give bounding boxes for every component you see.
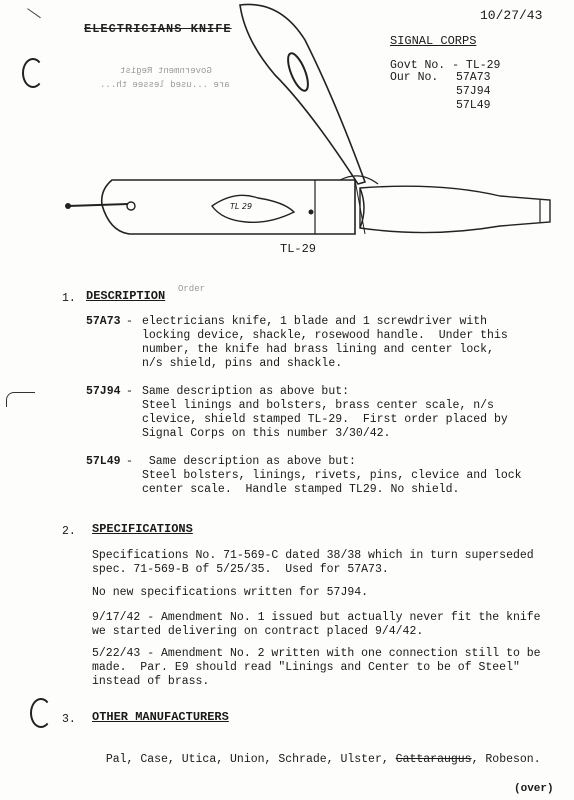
item-desc-57A73-1: electricians knife, 1 blade and 1 screwdriver with [142,315,488,328]
item-desc-57A73-2: locking device, shackle, rosewood handle. Under this [142,329,508,342]
figure-caption: TL-29 [280,242,317,256]
knife-shackle [68,204,128,206]
spec-para-3-line-2: we started delivering on contract placed 9/4/42. [92,625,424,638]
stamp-text: Order [178,284,206,294]
section-2-heading: SPECIFICATIONS [92,522,193,536]
knife-illustration [60,0,560,240]
item-code-57L49: 57L49 [86,455,121,468]
shield-label: TL 29 [230,202,253,211]
item-desc-57A73-4: n/s shield, pins and shackle. [142,357,343,370]
punch-hole-bottom [30,698,52,728]
manufacturers-line [92,737,541,767]
item-code-57A73: 57A73 [86,315,121,328]
item-desc-57L49-1: Same description as above but: [142,455,356,468]
spec-para-4-line-3: instead of brass. [92,675,210,688]
our-number-label: Our No. [390,71,439,84]
knife-screwdriver [360,186,550,232]
spec-para-1-line-1: Specifications No. 71-569-C dated 38/38 which in turn superseded [92,549,534,562]
corner-mark [27,0,49,18]
bleed-through-text-1: Government Regist [120,66,212,76]
bleed-through-text-2: are ...used lessee th... [100,80,230,90]
margin-mark [6,392,35,407]
over-note: (over) [514,783,554,795]
section-1-number: 1. [62,292,76,305]
blade-nail-mark [284,51,312,93]
item-desc-57A73-3: number, the knife had brass lining and center lock, [142,343,494,356]
spec-para-2-line-1: No new specifications written for 57J94. [92,586,369,599]
our-number-2: 57J94 [456,85,491,98]
document-date: 10/27/43 [480,8,543,23]
organization: SIGNAL CORPS [390,34,477,48]
item-desc-57J94-1: Same description as above but: [142,385,350,398]
handle-pin-left [127,202,135,210]
section-3-heading: OTHER MANUFACTURERS [92,710,229,724]
spec-para-3-line-1: 9/17/42 - Amendment No. 1 issued but actually never fit the knife [92,611,541,624]
item-desc-57J94-2: Steel linings and bolsters, brass center scale, n/s [142,399,494,412]
handle-pin-right [309,210,314,215]
manufacturers-list-end: , Robeson. [471,753,541,766]
our-number-1: 57A73 [456,71,491,84]
manufacturers-list-start: Pal, Case, Utica, Union, Schrade, Ulster, [105,753,396,766]
knife-handle [102,180,355,234]
item-desc-57L49-3: center scale. Handle stamped TL29. No shield. [142,483,460,496]
our-number-3: 57L49 [456,99,491,112]
spec-para-4-line-2: made. Par. E9 should read "Linings and Center to be of Steel" [92,661,520,674]
spec-para-1-line-2: spec. 71-569-B of 5/25/35. Used for 57A73. [92,563,389,576]
document-title: ELECTRICIANS KNIFE [84,22,232,36]
section-3-number: 3. [62,713,76,726]
section-1-heading: DESCRIPTION [86,289,166,303]
knife-shield [212,195,294,222]
item-desc-57J94-4: Signal Corps on this number 3/30/42. [142,427,391,440]
section-2-number: 2. [62,525,76,538]
spec-para-4-line-1: 5/22/43 - Amendment No. 2 written with one connection still to be [92,647,541,660]
knife-blade [240,4,365,184]
item-desc-57L49-2: Steel bolsters, linings, rivets, pins, clevice and lock [142,469,522,482]
manufacturers-struck: Cattaraugus [395,753,472,766]
item-code-57J94: 57J94 [86,385,121,398]
govt-number: Govt No. - TL-29 [390,59,501,72]
item-desc-57J94-3: clevice, shield stamped TL-29. First order placed by [142,413,508,426]
punch-hole-top [22,58,44,88]
